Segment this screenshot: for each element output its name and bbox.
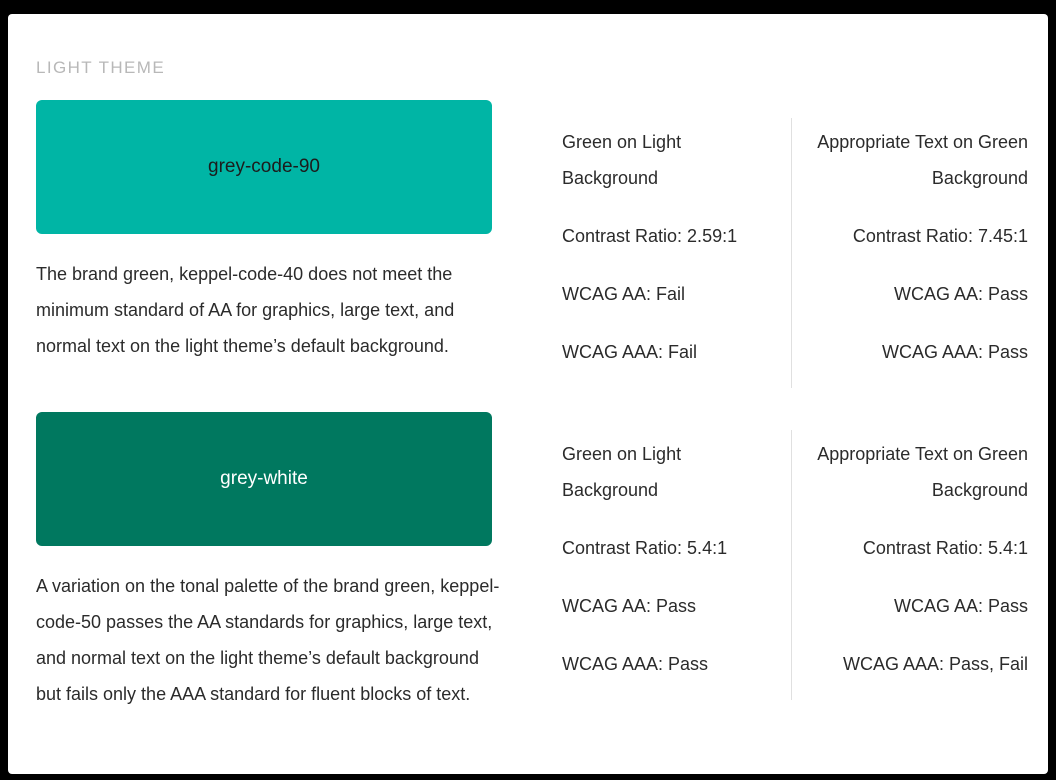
color-swatch-label: grey-white	[220, 468, 308, 489]
wcag-aa-result: WCAG AA: Pass	[893, 596, 1028, 616]
green-on-light-column	[562, 436, 772, 682]
wcag-aaa-result: WCAG AAA: Pass	[562, 654, 709, 674]
color-swatch	[36, 100, 492, 234]
section-title: LIGHT THEME	[36, 58, 166, 77]
contrast-ratio: Contrast Ratio: 5.4:1	[862, 538, 1028, 558]
wcag-aa-result: WCAG AA: Pass	[893, 284, 1028, 304]
color-description: A variation on the tonal palette of the brand green, keppel-code-50 passes the AA standards for graphics, large text, and normal text on the light theme’s default background but fails only the AAA standard for fluent blocks of text.	[36, 576, 500, 704]
column-heading: Green on Light Background	[562, 444, 682, 500]
contrast-ratio: Contrast Ratio: 2.59:1	[562, 226, 738, 246]
text-on-green-column	[808, 436, 1028, 682]
color-swatch	[36, 412, 492, 546]
wcag-aa-result: WCAG AA: Pass	[562, 596, 697, 616]
wcag-aaa-result: WCAG AAA: Pass	[881, 342, 1028, 362]
wcag-aaa-result: WCAG AAA: Pass, Fail	[842, 654, 1028, 674]
color-swatch-label: grey-code-90	[208, 156, 320, 177]
text-on-green-column	[808, 124, 1028, 370]
column-heading: Green on Light Background	[562, 132, 682, 188]
color-description: The brand green, keppel-code-40 does not meet the minimum standard of AA for graphics, large text, and normal text on the light theme’s default background.	[36, 264, 455, 356]
contrast-ratio: Contrast Ratio: 7.45:1	[852, 226, 1028, 246]
column-heading: Appropriate Text on Green Background	[817, 132, 1028, 188]
green-on-light-column	[562, 124, 772, 370]
wcag-aaa-result: WCAG AAA: Fail	[562, 342, 698, 362]
column-divider	[791, 118, 792, 388]
contrast-ratio: Contrast Ratio: 5.4:1	[562, 538, 728, 558]
accessibility-card	[8, 14, 1048, 774]
column-heading: Appropriate Text on Green Background	[817, 444, 1028, 500]
wcag-aa-result: WCAG AA: Fail	[562, 284, 686, 304]
column-divider	[791, 430, 792, 700]
